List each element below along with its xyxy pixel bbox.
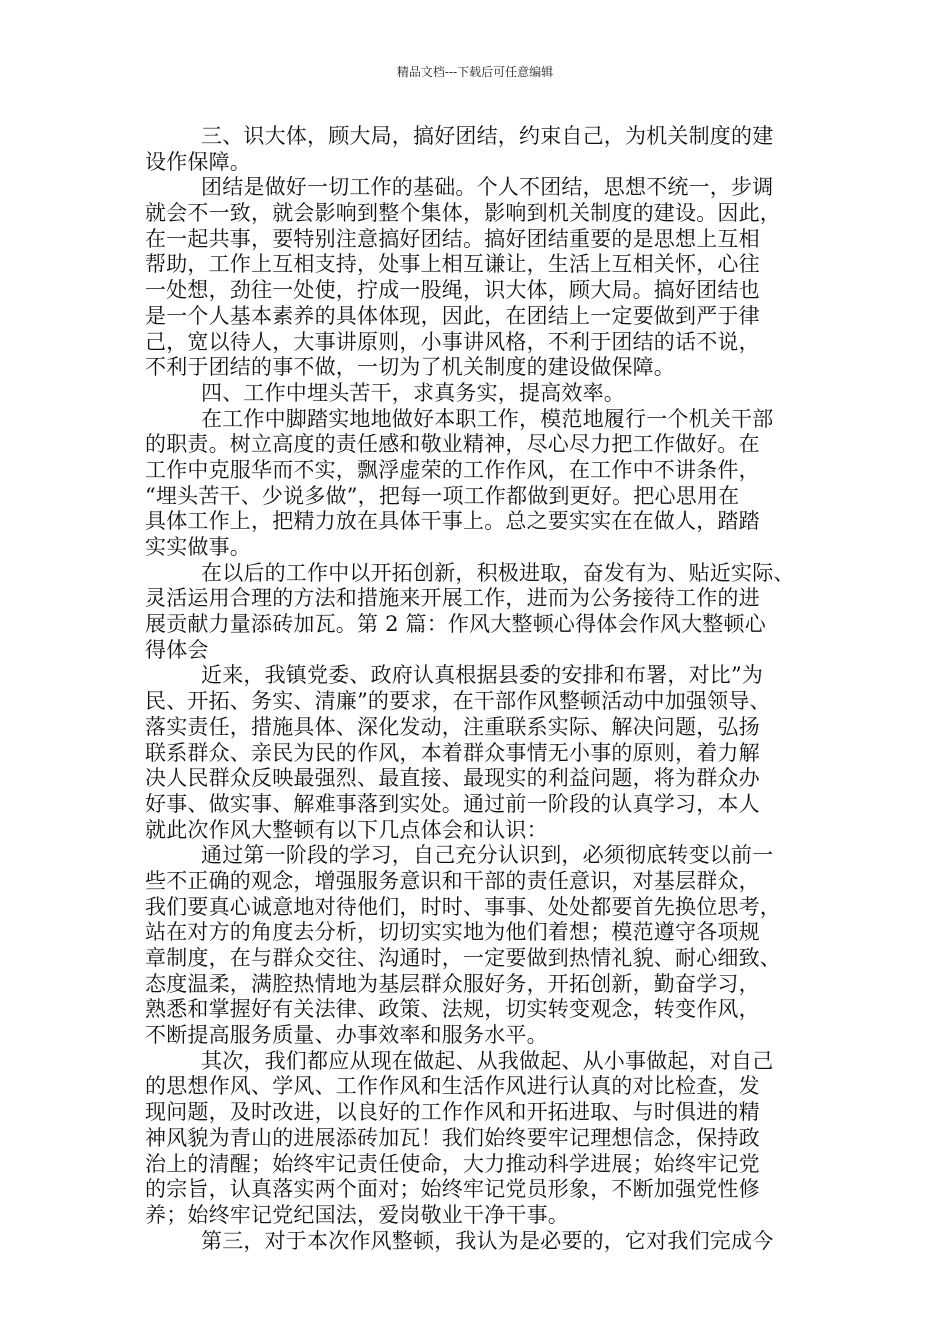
text-line: 展贡献力量添砖加瓦。第 2 篇：作风大整顿心得体会作风大整顿心 <box>145 612 766 637</box>
text-line: 不断提高服务质量、办事效率和服务水平。 <box>145 1023 548 1048</box>
text-line: 设作保障。 <box>145 149 251 174</box>
text-line: 近来，我镇党委、政府认真根据县委的安排和布署，对比”为 <box>201 663 764 688</box>
text-line: 的思想作风、学风、工作作风和生活作风进行认真的对比检查，发 <box>145 1074 760 1099</box>
text-line: 决人民群众反映最强烈、最直接、最现实的利益问题，将为群众办 <box>145 766 760 791</box>
text-line: 联系群众、亲民为民的作风，本着群众事情无小事的原则，着力解 <box>145 740 760 765</box>
text-line: 就此次作风大整顿有以下几点体会和认识： <box>145 817 548 842</box>
text-line: 实实做事。 <box>145 535 251 559</box>
text-line: 章制度，在与群众交往、沟通时，一定要做到热情礼貌、耐心细致、 <box>145 946 781 970</box>
text-line: 通过第一阶段的学习，自己充分认识到，必须彻底转变以前一 <box>201 843 774 868</box>
text-line: 现问题，及时改进，以良好的工作作风和开拓进取、与时俱进的精 <box>145 1100 760 1125</box>
text-line: 民、开拓、务实、清廉”的要求，在干部作风整顿活动中加强领导、 <box>145 689 771 714</box>
text-line: 不利于团结的事不做，一切为了机关制度的建设做保障。 <box>145 355 675 380</box>
text-line: 第三，对于本次作风整顿，我认为是必要的，它对我们完成今 <box>201 1228 774 1253</box>
text-line: 的职责。树立高度的责任感和敬业精神，尽心尽力把工作做好。在 <box>145 432 760 457</box>
text-line: 些不正确的观念，增强服务意识和干部的责任意识，对基层群众， <box>145 868 760 893</box>
text-line: 灵活运用合理的方法和措施来开展工作，进而为公务接待工作的进 <box>145 586 760 611</box>
text-line: 得体会 <box>145 637 209 662</box>
text-line: 我们要真心诚意地对待他们，时时、事事、处处都要首先换位思考， <box>145 894 781 919</box>
document-body <box>145 124 821 1254</box>
text-line: 就会不一致，就会影响到整个集体，影响到机关制度的建设。因此， <box>145 201 781 226</box>
text-line: 治上的清醒；始终牢记责任使命，大力推动科学进展；始终牢记党 <box>145 1151 760 1176</box>
text-line: 四、工作中埋头苦干，求真务实，提高效率。 <box>201 380 625 405</box>
text-line: 己，宽以待人，大事讲原则，小事讲风格，不利于团结的话不说， <box>145 329 760 354</box>
text-line: 工作中克服华而不实，飘浮虚荣的工作作风，在工作中不讲条件， <box>145 457 760 482</box>
text-line: 一处想，劲往一处使，拧成一股绳，识大体，顾大局。搞好团结也 <box>145 278 760 303</box>
text-line: 熟悉和掌握好有关法律、政策、法规，切实转变观念，转变作风， <box>145 997 760 1022</box>
text-line: 帮助，工作上互相支持，处事上相互谦让，生活上互相关怀，心往 <box>145 252 760 277</box>
text-line: 在工作中脚踏实地地做好本职工作，模范地履行一个机关干部 <box>201 406 774 431</box>
text-line: 站在对方的角度去分析，切切实实地为他们着想；模范遵守各项规 <box>145 920 760 945</box>
text-line: 养；始终牢记党纪国法，爱岗敬业干净干事。 <box>145 1202 569 1227</box>
text-line: 态度温柔，满腔热情地为基层群众服好务，开拓创新，勤奋学习， <box>145 971 760 996</box>
text-line: 是一个人基本素养的具体体现，因此，在团结上一定要做到严于律 <box>145 303 760 328</box>
text-line: 好事、做实事、解难事落到实处。通过前一阶段的认真学习，本人 <box>145 791 760 816</box>
text-line: “埋头苦干、少说多做”，把每一项工作都做到更好。把心思用在 <box>145 483 740 508</box>
text-line: 团结是做好一切工作的基础。个人不团结，思想不统一，步调 <box>201 175 774 200</box>
text-line: 三、识大体，顾大局，搞好团结，约束自己，为机关制度的建 <box>201 124 774 148</box>
page-header: 精品文档---下载后可任意编辑 <box>396 65 554 79</box>
text-line: 落实责任，措施具体、深化发动，注重联系实际、解决问题，弘扬 <box>145 714 760 739</box>
text-line: 具体工作上，把精力放在具体干事上。总之要实实在在做人，踏踏 <box>145 509 760 534</box>
text-line: 神风貌为青山的进展添砖加瓦！我们始终要牢记理想信念，保持政 <box>145 1125 760 1150</box>
text-line: 的宗旨，认真落实两个面对；始终牢记党员形象，不断加强党性修 <box>145 1177 760 1202</box>
text-line: 在以后的工作中以开拓创新，积极进取，奋发有为、贴近实际、 <box>201 560 795 585</box>
text-line: 其次，我们都应从现在做起、从我做起、从小事做起，对自己 <box>201 1048 774 1073</box>
text-line: 在一起共事，要特别注意搞好团结。搞好团结重要的是思想上互相 <box>145 226 760 251</box>
